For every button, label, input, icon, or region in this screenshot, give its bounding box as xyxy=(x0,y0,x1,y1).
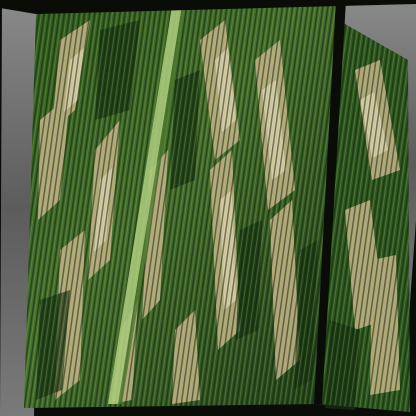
vein-overlay-main xyxy=(24,0,336,408)
